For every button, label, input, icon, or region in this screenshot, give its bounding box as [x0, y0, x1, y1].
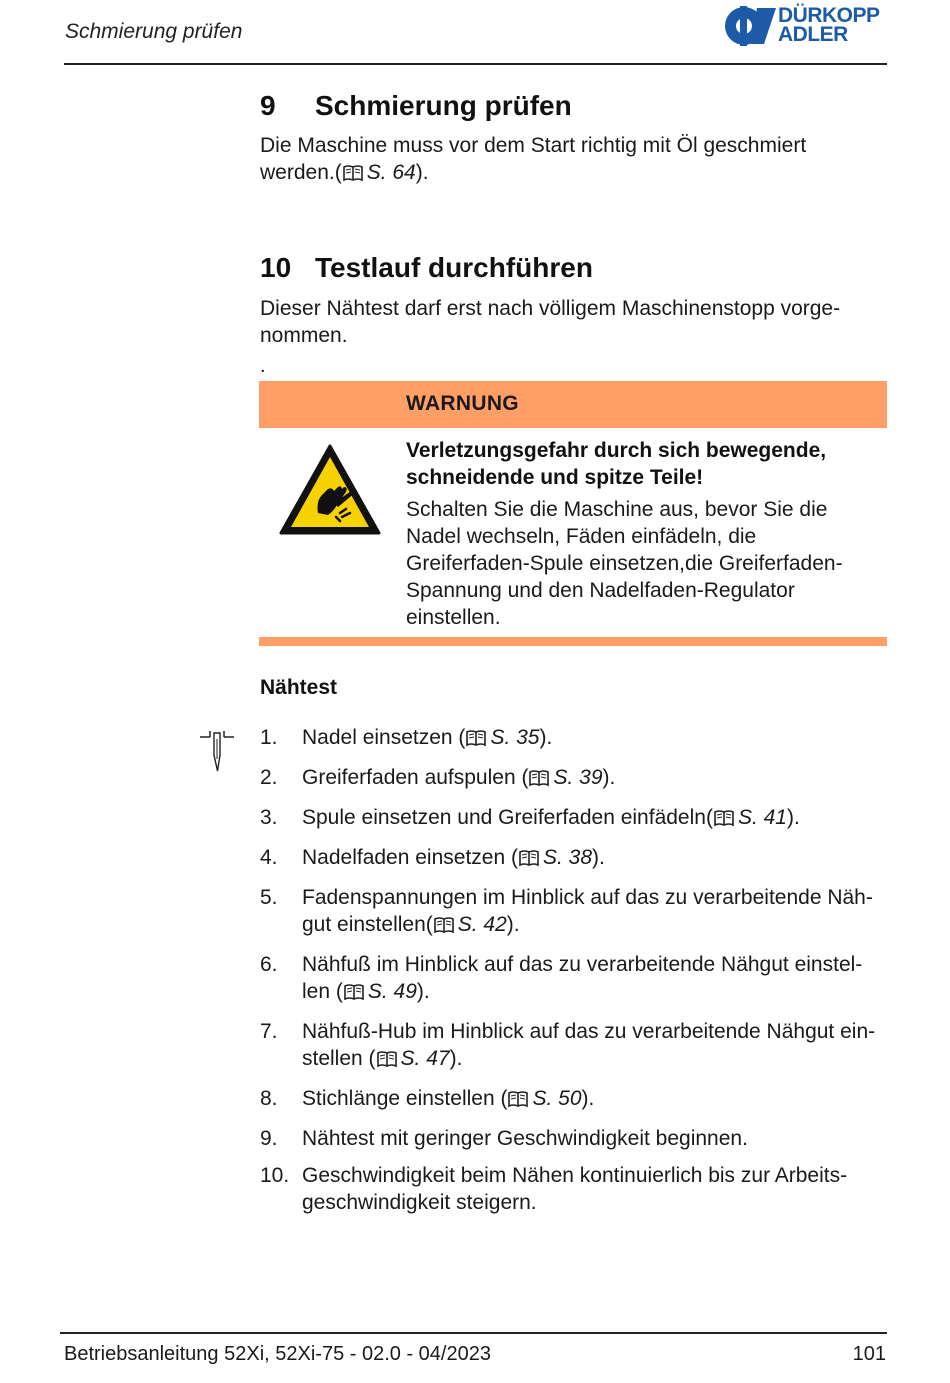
step-number: 5. — [260, 886, 278, 909]
book-reference-icon — [713, 807, 735, 834]
page-reference[interactable]: S. 35 — [490, 726, 540, 749]
list-item — [260, 1018, 890, 1075]
step-text-line — [302, 764, 890, 794]
step-number: 10. — [260, 1164, 290, 1187]
naehtest-steps-list — [260, 724, 890, 1226]
naehtest-heading: Nähtest — [260, 676, 338, 699]
step-text: Stichlänge einstellen ( — [302, 1087, 508, 1110]
list-item — [260, 884, 890, 941]
section-9-title: Schmierung prüfen — [315, 90, 572, 121]
page-reference[interactable]: S. 39 — [553, 766, 603, 789]
list-item — [260, 804, 890, 834]
step-text: Greiferfaden aufspulen ( — [302, 766, 529, 789]
step-text-line — [302, 951, 890, 978]
warning-title-line: schneidende und spitze Teile! — [406, 466, 704, 489]
section-10-text — [260, 295, 880, 349]
section-10-heading — [260, 252, 593, 284]
list-item — [260, 1085, 890, 1115]
page-reference[interactable]: S. 38 — [542, 846, 593, 869]
footer-rule — [60, 1332, 887, 1334]
step-text: stellen ( — [302, 1047, 376, 1070]
page-reference[interactable]: S. 50 — [532, 1087, 582, 1110]
warning-title-line: Verletzungsgefahr durch sich bewegende, — [406, 439, 827, 462]
warning-header-bar — [259, 381, 887, 428]
warning-body — [406, 496, 886, 631]
step-text-line — [302, 804, 890, 834]
warning-bottom-rule — [259, 637, 887, 646]
logo-text-line2: ADLER — [778, 23, 848, 46]
step-text-tail: ). — [787, 806, 800, 829]
footer-document-title: Betriebsanleitung 52Xi, 52Xi-75 - 02.0 - 04/2023 — [64, 1343, 491, 1365]
book-reference-icon — [518, 847, 540, 874]
step-text-line — [302, 1018, 890, 1045]
duerkopp-adler-logo — [724, 4, 894, 50]
warning-body-line: Nadel wechseln, Fäden einfädeln, die — [406, 525, 757, 548]
running-header-title: Schmierung prüfen — [65, 20, 243, 43]
step-text: Nadelfaden einsetzen ( — [302, 846, 518, 869]
step-text: Geschwindigkeit beim Nähen kontinuierlich bis zur Arbeits- — [302, 1164, 848, 1187]
step-text-tail: ). — [539, 726, 553, 749]
warning-body-line: Schalten Sie die Maschine aus, bevor Sie die — [406, 498, 828, 521]
page-reference[interactable]: S. 47 — [400, 1047, 450, 1070]
warning-body-line: Greiferfaden-Spule einsetzen,die Greiferfaden- — [406, 552, 843, 575]
page-reference[interactable]: S. 42 — [457, 913, 507, 936]
step-text-line — [302, 911, 890, 941]
needle-icon — [198, 729, 238, 773]
section-9-text-tail: ). — [415, 161, 429, 184]
step-number: 1. — [260, 726, 278, 749]
step-text-tail: ). — [592, 846, 605, 869]
step-text-line — [302, 978, 890, 1008]
step-text-tail: ). — [506, 913, 520, 936]
step-number: 6. — [260, 953, 278, 976]
list-item — [260, 764, 890, 794]
stray-period: . — [260, 355, 266, 377]
section-9-heading — [260, 90, 572, 122]
section-9-text — [260, 132, 880, 189]
page-reference[interactable]: S. 64 — [366, 161, 416, 184]
step-text-tail: ). — [581, 1087, 595, 1110]
page-number: 101 — [852, 1343, 886, 1365]
step-text: geschwindigkeit steigern. — [302, 1191, 537, 1214]
step-text-line — [302, 1085, 890, 1115]
page-reference[interactable]: S. 49 — [367, 980, 417, 1003]
step-text: Nähtest mit geringer Geschwindigkeit beginnen. — [302, 1127, 748, 1150]
warning-body-line: einstellen. — [406, 606, 501, 629]
list-item — [260, 724, 890, 754]
cutting-hazard-warning-icon — [278, 443, 382, 537]
header-rule — [64, 63, 887, 65]
step-text-line — [302, 1162, 890, 1189]
step-number: 3. — [260, 806, 278, 829]
section-9-number: 9 — [260, 90, 276, 121]
list-item — [260, 1125, 890, 1152]
step-text-tail: ). — [602, 766, 616, 789]
step-text: Nähfuß-Hub im Hinblick auf das zu verarbeitende Nähgut ein- — [302, 1020, 876, 1043]
section-10-text-line: nommen. — [260, 324, 348, 347]
step-text-line — [302, 884, 890, 911]
list-item — [260, 1162, 890, 1216]
list-item — [260, 951, 890, 1008]
step-text-line — [302, 1125, 890, 1152]
book-reference-icon — [507, 1088, 529, 1115]
step-number: 4. — [260, 846, 278, 869]
step-number: 2. — [260, 766, 278, 789]
step-number: 7. — [260, 1020, 278, 1043]
step-text-line — [302, 724, 890, 754]
book-reference-icon — [343, 981, 365, 1008]
step-text: Fadenspannungen im Hinblick auf das zu verarbeitende Näh- — [302, 886, 873, 909]
step-text-tail: ). — [416, 980, 430, 1003]
step-text-line — [302, 1189, 890, 1216]
step-text-line — [302, 1045, 890, 1075]
section-9-text-body: Die Maschine muss vor dem Start richtig mit Öl geschmiert werden.( — [260, 134, 807, 184]
step-text: Nadel einsetzen ( — [302, 726, 466, 749]
logo-mark-icon — [724, 4, 778, 48]
step-number: 8. — [260, 1087, 278, 1110]
section-10-title: Testlauf durchführen — [315, 252, 593, 283]
step-text: Nähfuß im Hinblick auf das zu verarbeitende Nähgut einstel- — [302, 953, 863, 976]
book-reference-icon — [528, 767, 550, 794]
book-reference-icon — [433, 914, 455, 941]
warning-label: WARNUNG — [406, 392, 519, 415]
step-text: Spule einsetzen und Greiferfaden einfädeln( — [302, 806, 713, 829]
warning-body-line: Spannung und den Nadelfaden-Regulator — [406, 579, 795, 602]
warning-title — [406, 437, 886, 491]
list-item — [260, 844, 890, 874]
step-number: 9. — [260, 1127, 278, 1150]
logo-text-line1: DÜRKOPP — [778, 4, 880, 27]
book-reference-icon — [465, 727, 487, 754]
page-reference[interactable]: S. 41 — [737, 806, 787, 829]
step-text-tail: ). — [449, 1047, 463, 1070]
section-10-number: 10 — [260, 252, 292, 283]
step-text: len ( — [302, 980, 343, 1003]
step-text: gut einstellen( — [302, 913, 433, 936]
book-reference-icon — [342, 162, 364, 189]
section-10-text-line: Dieser Nähtest darf erst nach völligem Maschinenstopp vorge- — [260, 297, 841, 320]
step-text-line — [302, 844, 890, 874]
book-reference-icon — [376, 1048, 398, 1075]
